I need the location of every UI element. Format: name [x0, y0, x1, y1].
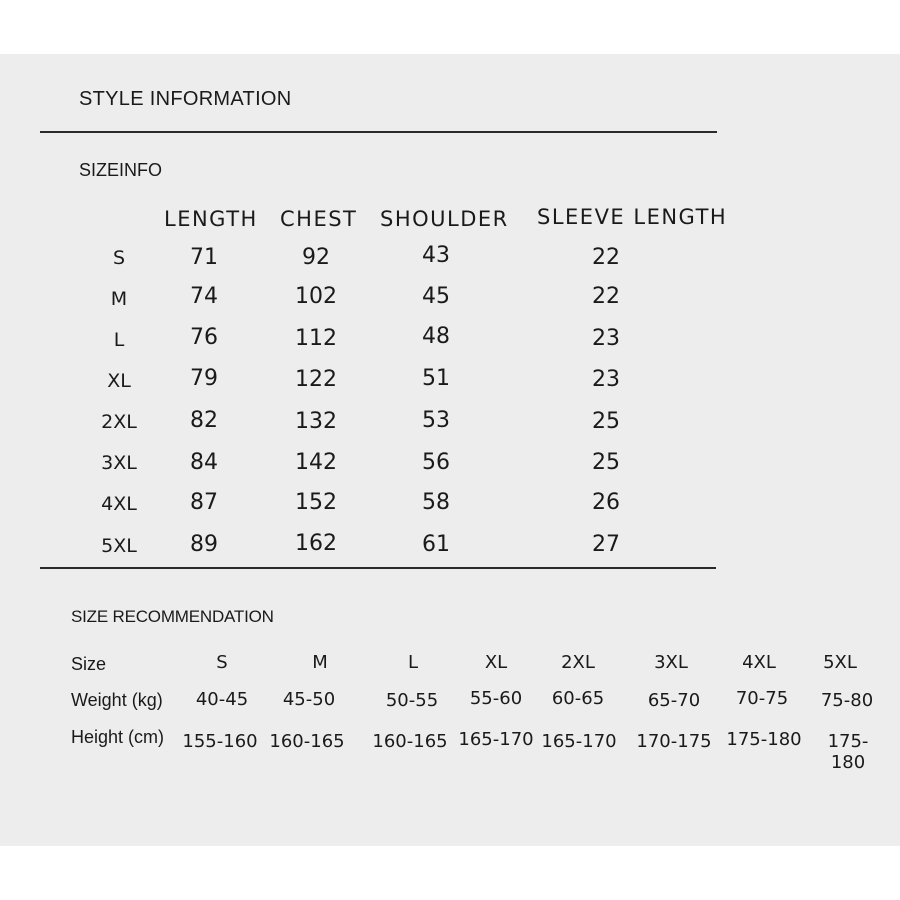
row-size: XL — [107, 370, 131, 392]
rec-size: XL — [484, 652, 508, 673]
rec-height: 175-180 — [827, 731, 869, 773]
rec-size: S — [216, 652, 228, 673]
cell-shoulder: 61 — [422, 532, 450, 557]
rec-weight: 60-65 — [551, 688, 605, 709]
rec-weight: 75-80 — [820, 690, 874, 711]
cell-shoulder: 48 — [422, 324, 450, 349]
size-chart-panel — [0, 54, 900, 846]
row-size: 2XL — [101, 411, 137, 433]
cell-sleeve-length: 23 — [592, 326, 620, 351]
cell-shoulder: 43 — [422, 243, 450, 268]
cell-chest: 162 — [295, 531, 337, 556]
cell-length: 76 — [190, 325, 218, 350]
rec-height: 175-180 — [726, 729, 802, 750]
rec-weight: 65-70 — [647, 690, 701, 711]
cell-length: 74 — [190, 284, 218, 309]
cell-length: 87 — [190, 490, 218, 515]
rec-height: 160-165 — [372, 731, 448, 752]
rec-height: 165-170 — [541, 731, 617, 752]
table-divider — [40, 567, 716, 569]
row-label-size: Size — [71, 654, 107, 674]
size-info-label: SIZEINFO — [79, 160, 163, 180]
cell-chest: 142 — [295, 450, 337, 475]
row-label-height: Height (cm) — [71, 727, 165, 747]
row-size: L — [113, 329, 125, 351]
rec-size: L — [407, 652, 419, 673]
header-chest: CHEST — [280, 207, 358, 231]
header-length: LENGTH — [164, 207, 258, 231]
cell-sleeve-length: 22 — [592, 245, 620, 270]
rec-height: 160-165 — [269, 731, 345, 752]
rec-weight: 70-75 — [735, 688, 789, 709]
rec-height: 155-160 — [182, 731, 258, 752]
cell-chest: 112 — [295, 326, 337, 351]
row-size: 5XL — [101, 535, 137, 557]
rec-size: 3XL — [654, 652, 688, 673]
cell-sleeve-length: 25 — [592, 409, 620, 434]
cell-sleeve-length: 27 — [592, 532, 620, 557]
rec-size: 5XL — [823, 652, 857, 673]
rec-weight: 55-60 — [469, 688, 523, 709]
cell-shoulder: 45 — [422, 284, 450, 309]
page-title: STYLE INFORMATION — [79, 88, 292, 110]
cell-sleeve-length: 22 — [592, 284, 620, 309]
rec-weight: 50-55 — [385, 690, 439, 711]
cell-length: 84 — [190, 450, 218, 475]
row-size: 4XL — [101, 493, 137, 515]
cell-length: 89 — [190, 532, 218, 557]
cell-chest: 122 — [295, 367, 337, 392]
cell-length: 79 — [190, 366, 218, 391]
cell-sleeve-length: 23 — [592, 367, 620, 392]
cell-sleeve-length: 26 — [592, 490, 620, 515]
row-label-weight: Weight (kg) — [71, 690, 163, 710]
cell-shoulder: 58 — [422, 490, 450, 515]
cell-shoulder: 51 — [422, 366, 450, 391]
cell-length: 82 — [190, 408, 218, 433]
row-size: M — [110, 288, 128, 310]
row-size: 3XL — [101, 452, 137, 474]
cell-chest: 92 — [302, 245, 330, 270]
cell-length: 71 — [190, 245, 218, 270]
cell-shoulder: 53 — [422, 408, 450, 433]
cell-chest: 132 — [295, 409, 337, 434]
cell-shoulder: 56 — [422, 450, 450, 475]
header-sleeve-length: SLEEVE LENGTH — [537, 205, 728, 229]
rec-size: 4XL — [742, 652, 776, 673]
row-size: S — [112, 247, 126, 269]
rec-size: 2XL — [561, 652, 595, 673]
rec-height: 170-175 — [636, 731, 712, 752]
title-divider — [40, 131, 717, 133]
rec-size: M — [312, 652, 328, 673]
rec-weight: 45-50 — [282, 689, 336, 710]
cell-chest: 152 — [295, 490, 337, 515]
rec-height: 165-170 — [458, 729, 534, 750]
cell-sleeve-length: 25 — [592, 450, 620, 475]
rec-weight: 40-45 — [195, 689, 249, 710]
size-recommendation-label: SIZE RECOMMENDATION — [71, 607, 274, 626]
cell-chest: 102 — [295, 284, 337, 309]
header-shoulder: SHOULDER — [380, 207, 509, 231]
